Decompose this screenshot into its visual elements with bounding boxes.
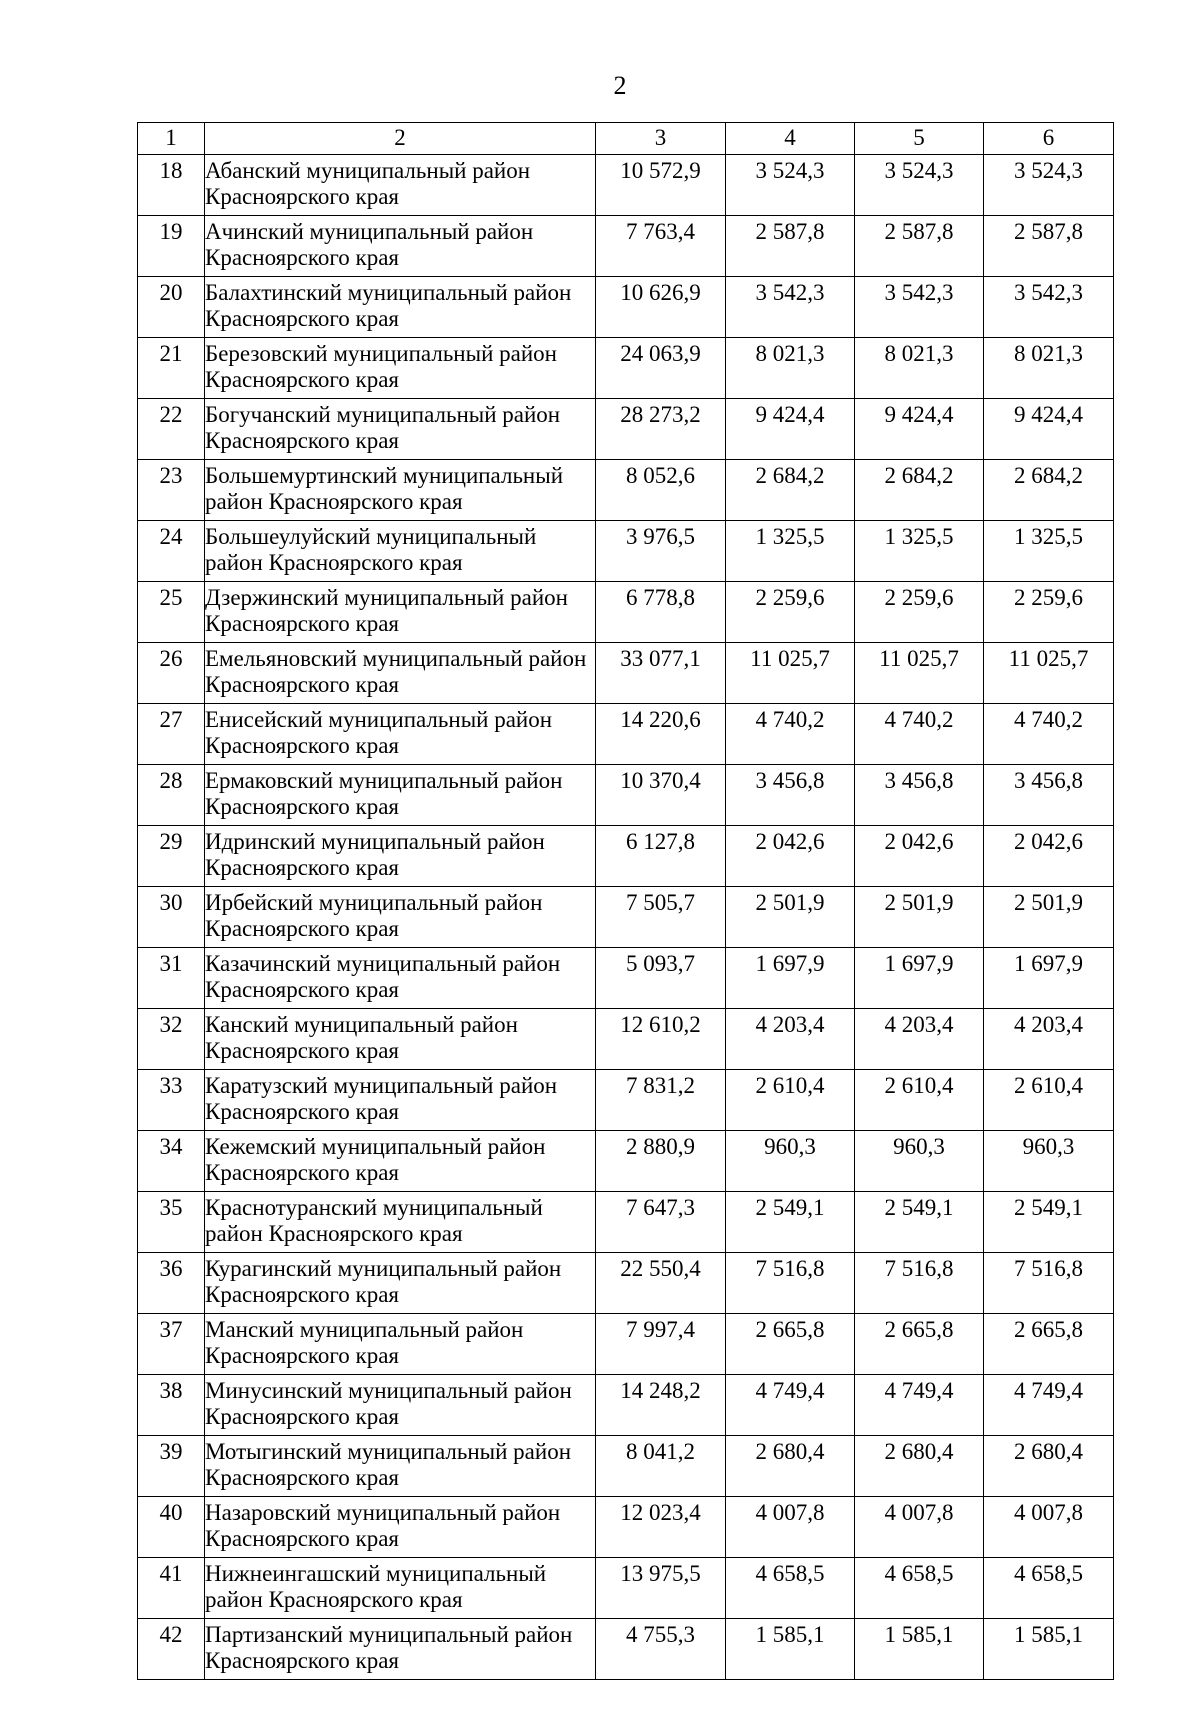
district-name: Партизанский муниципальный район Красноярского края <box>205 1619 596 1680</box>
district-name: Курагинский муниципальный район Красноярского края <box>205 1253 596 1314</box>
value-col-6: 1 325,5 <box>984 521 1114 582</box>
value-col-3: 4 755,3 <box>596 1619 726 1680</box>
value-col-3: 6 127,8 <box>596 826 726 887</box>
district-name: Абанский муниципальный район Красноярского края <box>205 155 596 216</box>
table-row <box>138 399 1114 460</box>
value-col-4: 8 021,3 <box>726 338 855 399</box>
value-col-4: 9 424,4 <box>726 399 855 460</box>
value-col-6: 2 549,1 <box>984 1192 1114 1253</box>
value-col-4: 11 025,7 <box>726 643 855 704</box>
value-col-3: 7 763,4 <box>596 216 726 277</box>
table-row <box>138 582 1114 643</box>
value-col-5: 2 610,4 <box>855 1070 984 1131</box>
value-col-4: 2 684,2 <box>726 460 855 521</box>
table-row <box>138 1436 1114 1497</box>
table-body <box>138 155 1114 1680</box>
value-col-3: 13 975,5 <box>596 1558 726 1619</box>
value-col-4: 2 259,6 <box>726 582 855 643</box>
value-col-3: 14 248,2 <box>596 1375 726 1436</box>
row-number: 20 <box>138 277 205 338</box>
value-col-5: 4 658,5 <box>855 1558 984 1619</box>
value-col-6: 2 665,8 <box>984 1314 1114 1375</box>
value-col-3: 12 023,4 <box>596 1497 726 1558</box>
value-col-4: 960,3 <box>726 1131 855 1192</box>
row-number: 37 <box>138 1314 205 1375</box>
value-col-6: 2 587,8 <box>984 216 1114 277</box>
value-col-6: 9 424,4 <box>984 399 1114 460</box>
value-col-5: 960,3 <box>855 1131 984 1192</box>
row-number: 34 <box>138 1131 205 1192</box>
row-number: 33 <box>138 1070 205 1131</box>
table-row <box>138 1558 1114 1619</box>
value-col-5: 11 025,7 <box>855 643 984 704</box>
value-col-3: 3 976,5 <box>596 521 726 582</box>
table-row <box>138 948 1114 1009</box>
row-number: 35 <box>138 1192 205 1253</box>
value-col-4: 4 203,4 <box>726 1009 855 1070</box>
row-number: 32 <box>138 1009 205 1070</box>
district-name: Ачинский муниципальный район Красноярского края <box>205 216 596 277</box>
table-row <box>138 460 1114 521</box>
value-col-4: 2 587,8 <box>726 216 855 277</box>
row-number: 41 <box>138 1558 205 1619</box>
header-col-3: 3 <box>596 123 726 155</box>
table-row <box>138 765 1114 826</box>
value-col-4: 1 697,9 <box>726 948 855 1009</box>
value-col-4: 2 610,4 <box>726 1070 855 1131</box>
district-name: Богучанский муниципальный район Красноярского края <box>205 399 596 460</box>
value-col-3: 8 052,6 <box>596 460 726 521</box>
value-col-3: 5 093,7 <box>596 948 726 1009</box>
table-row <box>138 1253 1114 1314</box>
table-row <box>138 1192 1114 1253</box>
value-col-3: 12 610,2 <box>596 1009 726 1070</box>
row-number: 25 <box>138 582 205 643</box>
value-col-4: 3 542,3 <box>726 277 855 338</box>
district-name: Назаровский муниципальный район Красноярского края <box>205 1497 596 1558</box>
value-col-5: 2 259,6 <box>855 582 984 643</box>
district-name: Ермаковский муниципальный район Красноярского края <box>205 765 596 826</box>
district-name: Минусинский муниципальный район Красноярского края <box>205 1375 596 1436</box>
district-name: Березовский муниципальный район Красноярского края <box>205 338 596 399</box>
table-row <box>138 216 1114 277</box>
value-col-6: 3 542,3 <box>984 277 1114 338</box>
value-col-6: 960,3 <box>984 1131 1114 1192</box>
value-col-5: 1 585,1 <box>855 1619 984 1680</box>
row-number: 36 <box>138 1253 205 1314</box>
district-name: Дзержинский муниципальный район Красноярского края <box>205 582 596 643</box>
row-number: 39 <box>138 1436 205 1497</box>
value-col-6: 2 610,4 <box>984 1070 1114 1131</box>
row-number: 27 <box>138 704 205 765</box>
value-col-6: 8 021,3 <box>984 338 1114 399</box>
value-col-6: 11 025,7 <box>984 643 1114 704</box>
table-row <box>138 643 1114 704</box>
value-col-4: 4 007,8 <box>726 1497 855 1558</box>
district-name: Идринский муниципальный район Красноярского края <box>205 826 596 887</box>
value-col-5: 2 587,8 <box>855 216 984 277</box>
district-name: Балахтинский муниципальный район Красноярского края <box>205 277 596 338</box>
district-name: Нижнеингашский муниципальный район Красноярского края <box>205 1558 596 1619</box>
table-row <box>138 1131 1114 1192</box>
value-col-3: 7 997,4 <box>596 1314 726 1375</box>
district-name: Канский муниципальный район Красноярского края <box>205 1009 596 1070</box>
value-col-3: 14 220,6 <box>596 704 726 765</box>
value-col-5: 4 740,2 <box>855 704 984 765</box>
value-col-5: 2 042,6 <box>855 826 984 887</box>
row-number: 28 <box>138 765 205 826</box>
value-col-4: 1 585,1 <box>726 1619 855 1680</box>
value-col-6: 4 740,2 <box>984 704 1114 765</box>
value-col-4: 3 456,8 <box>726 765 855 826</box>
district-name: Емельяновский муниципальный район Красноярского края <box>205 643 596 704</box>
row-number: 21 <box>138 338 205 399</box>
value-col-5: 1 697,9 <box>855 948 984 1009</box>
row-number: 22 <box>138 399 205 460</box>
district-name: Мотыгинский муниципальный район Красноярского края <box>205 1436 596 1497</box>
table-row <box>138 1619 1114 1680</box>
district-name: Каратузский муниципальный район Красноярского края <box>205 1070 596 1131</box>
header-col-6: 6 <box>984 123 1114 155</box>
table-row <box>138 1009 1114 1070</box>
row-number: 26 <box>138 643 205 704</box>
table-row <box>138 521 1114 582</box>
header-row <box>138 123 1114 155</box>
value-col-3: 10 626,9 <box>596 277 726 338</box>
value-col-3: 6 778,8 <box>596 582 726 643</box>
row-number: 38 <box>138 1375 205 1436</box>
table-row <box>138 1375 1114 1436</box>
value-col-5: 4 007,8 <box>855 1497 984 1558</box>
value-col-5: 8 021,3 <box>855 338 984 399</box>
table-row <box>138 1497 1114 1558</box>
value-col-4: 3 524,3 <box>726 155 855 216</box>
value-col-6: 3 456,8 <box>984 765 1114 826</box>
row-number: 18 <box>138 155 205 216</box>
table-row <box>138 338 1114 399</box>
value-col-3: 10 572,9 <box>596 155 726 216</box>
table-row <box>138 277 1114 338</box>
value-col-6: 2 501,9 <box>984 887 1114 948</box>
value-col-5: 3 524,3 <box>855 155 984 216</box>
value-col-4: 2 501,9 <box>726 887 855 948</box>
value-col-5: 1 325,5 <box>855 521 984 582</box>
value-col-4: 2 042,6 <box>726 826 855 887</box>
value-col-4: 1 325,5 <box>726 521 855 582</box>
value-col-5: 7 516,8 <box>855 1253 984 1314</box>
value-col-3: 7 505,7 <box>596 887 726 948</box>
value-col-3: 7 647,3 <box>596 1192 726 1253</box>
value-col-5: 2 684,2 <box>855 460 984 521</box>
table-row <box>138 1314 1114 1375</box>
page-number: 2 <box>613 71 627 100</box>
value-col-4: 4 658,5 <box>726 1558 855 1619</box>
value-col-5: 4 749,4 <box>855 1375 984 1436</box>
header-col-5: 5 <box>855 123 984 155</box>
value-col-6: 1 585,1 <box>984 1619 1114 1680</box>
value-col-6: 2 684,2 <box>984 460 1114 521</box>
value-col-3: 33 077,1 <box>596 643 726 704</box>
row-number: 23 <box>138 460 205 521</box>
table-row <box>138 826 1114 887</box>
row-number: 19 <box>138 216 205 277</box>
district-name: Ирбейский муниципальный район Красноярского края <box>205 887 596 948</box>
table-row <box>138 887 1114 948</box>
value-col-5: 3 542,3 <box>855 277 984 338</box>
value-col-6: 4 007,8 <box>984 1497 1114 1558</box>
table-row <box>138 1070 1114 1131</box>
value-col-3: 24 063,9 <box>596 338 726 399</box>
table-row <box>138 704 1114 765</box>
value-col-6: 3 524,3 <box>984 155 1114 216</box>
district-name: Кежемский муниципальный район Красноярского края <box>205 1131 596 1192</box>
value-col-3: 28 273,2 <box>596 399 726 460</box>
data-table <box>137 122 1114 1680</box>
row-number: 40 <box>138 1497 205 1558</box>
value-col-6: 7 516,8 <box>984 1253 1114 1314</box>
table-row <box>138 155 1114 216</box>
value-col-6: 2 042,6 <box>984 826 1114 887</box>
value-col-3: 10 370,4 <box>596 765 726 826</box>
value-col-5: 2 665,8 <box>855 1314 984 1375</box>
value-col-5: 2 680,4 <box>855 1436 984 1497</box>
row-number: 30 <box>138 887 205 948</box>
value-col-4: 4 749,4 <box>726 1375 855 1436</box>
value-col-6: 1 697,9 <box>984 948 1114 1009</box>
header-col-1: 1 <box>138 123 205 155</box>
district-name: Казачинский муниципальный район Красноярского края <box>205 948 596 1009</box>
value-col-4: 2 665,8 <box>726 1314 855 1375</box>
value-col-6: 4 658,5 <box>984 1558 1114 1619</box>
value-col-4: 4 740,2 <box>726 704 855 765</box>
row-number: 24 <box>138 521 205 582</box>
value-col-6: 4 203,4 <box>984 1009 1114 1070</box>
value-col-6: 2 680,4 <box>984 1436 1114 1497</box>
value-col-4: 7 516,8 <box>726 1253 855 1314</box>
district-name: Манский муниципальный район Красноярского края <box>205 1314 596 1375</box>
value-col-6: 4 749,4 <box>984 1375 1114 1436</box>
table-header <box>138 123 1114 155</box>
row-number: 42 <box>138 1619 205 1680</box>
value-col-5: 4 203,4 <box>855 1009 984 1070</box>
value-col-3: 8 041,2 <box>596 1436 726 1497</box>
district-name: Краснотуранский муниципальный район Красноярского края <box>205 1192 596 1253</box>
value-col-4: 2 680,4 <box>726 1436 855 1497</box>
value-col-3: 2 880,9 <box>596 1131 726 1192</box>
district-name: Большеулуйский муниципальный район Красноярского края <box>205 521 596 582</box>
header-col-4: 4 <box>726 123 855 155</box>
value-col-5: 9 424,4 <box>855 399 984 460</box>
value-col-3: 7 831,2 <box>596 1070 726 1131</box>
header-col-2: 2 <box>205 123 596 155</box>
value-col-5: 2 501,9 <box>855 887 984 948</box>
value-col-5: 2 549,1 <box>855 1192 984 1253</box>
value-col-6: 2 259,6 <box>984 582 1114 643</box>
value-col-5: 3 456,8 <box>855 765 984 826</box>
row-number: 29 <box>138 826 205 887</box>
district-name: Енисейский муниципальный район Красноярского края <box>205 704 596 765</box>
value-col-3: 22 550,4 <box>596 1253 726 1314</box>
row-number: 31 <box>138 948 205 1009</box>
district-name: Большемуртинский муниципальный район Красноярского края <box>205 460 596 521</box>
value-col-4: 2 549,1 <box>726 1192 855 1253</box>
